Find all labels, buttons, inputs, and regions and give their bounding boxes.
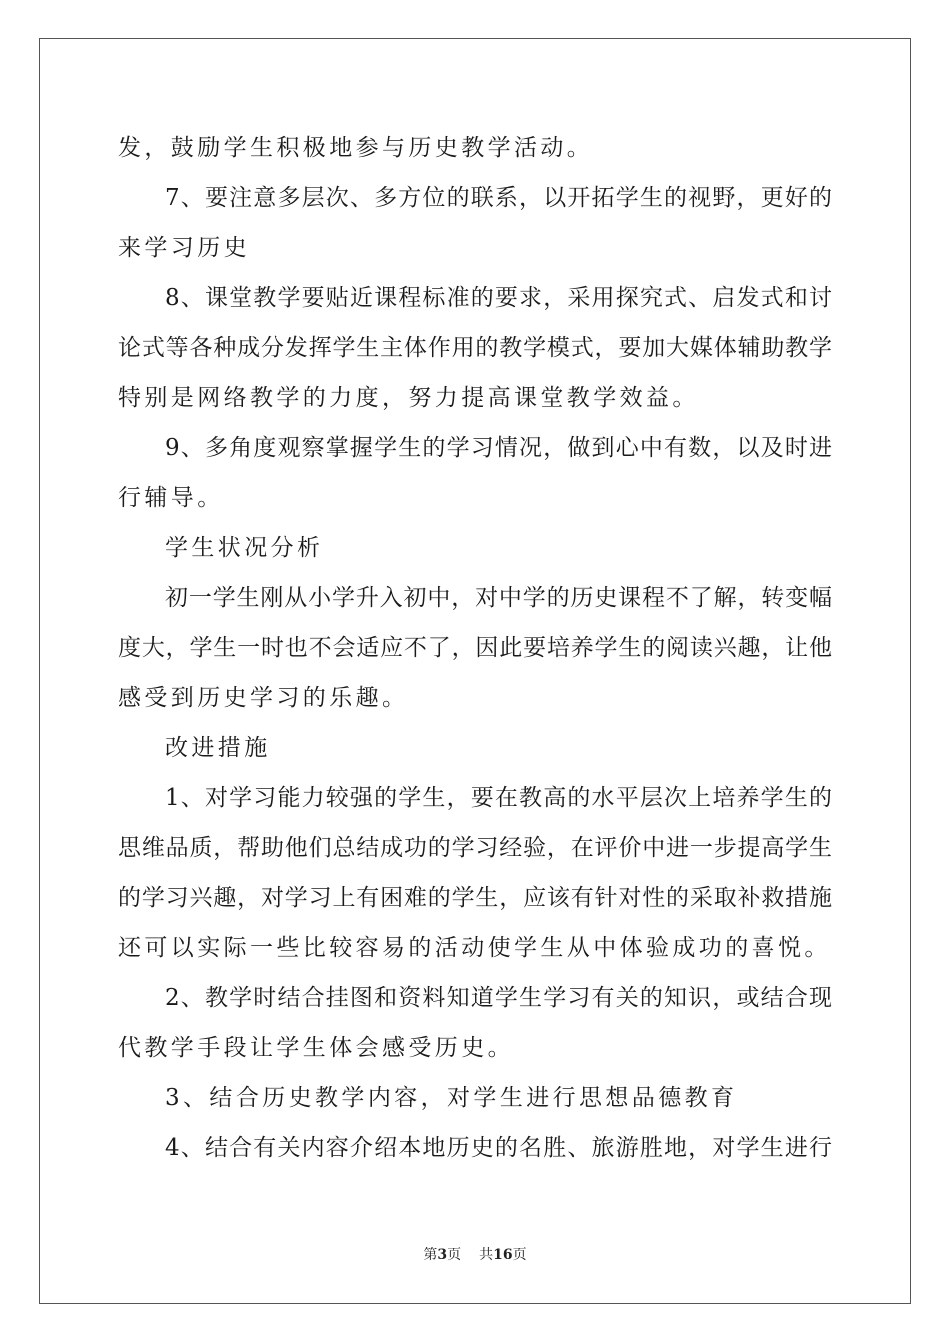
footer-page-unit: 页 (447, 1247, 462, 1263)
footer-total-unit: 页 (512, 1247, 527, 1263)
section-heading: 学生状况分析 (165, 535, 324, 561)
text-line: 论式等各种成分发挥学生主体作用的教学模式，要加大媒体辅助教学 (118, 335, 832, 361)
footer-page-number: 3 (437, 1247, 448, 1263)
text-line: 来学习历史 (118, 235, 250, 261)
text-line: 7、要注意多层次、多方位的联系，以开拓学生的视野，更好的 (165, 185, 832, 211)
text-line: 8、课堂教学要贴近课程标准的要求，采用探究式、启发式和讨 (165, 285, 832, 311)
text-line: 发，鼓励学生积极地参与历史教学活动。 (118, 135, 594, 161)
page-footer (0, 1245, 950, 1265)
text-line: 3、结合历史教学内容，对学生进行思想品德教育 (165, 1085, 738, 1111)
text-line: 4、结合有关内容介绍本地历史的名胜、旅游胜地，对学生进行 (165, 1135, 832, 1161)
text-line: 1、对学习能力较强的学生，要在教高的水平层次上培养学生的 (165, 785, 832, 811)
text-line: 初一学生刚从小学升入初中，对中学的历史课程不了解，转变幅 (165, 585, 832, 611)
footer-page-prefix: 第 (423, 1247, 438, 1263)
text-line: 的学习兴趣，对学习上有困难的学生，应该有针对性的采取补救措施 (118, 885, 832, 911)
text-line: 思维品质，帮助他们总结成功的学习经验，在评价中进一步提高学生 (118, 835, 832, 861)
footer-total-pages: 16 (493, 1247, 513, 1263)
text-line: 行辅导。 (118, 485, 224, 511)
text-line: 还可以实际一些比较容易的活动使学生从中体验成功的喜悦。 (118, 935, 831, 961)
section-heading: 改进措施 (165, 735, 271, 761)
text-line: 特别是网络教学的力度，努力提高课堂教学效益。 (118, 385, 699, 411)
text-line: 度大，学生一时也不会适应不了，因此要培养学生的阅读兴趣，让他 (118, 635, 832, 661)
text-line: 2、教学时结合挂图和资料知道学生学习有关的知识，或结合现 (165, 985, 832, 1011)
text-line: 9、多角度观察掌握学生的学习情况，做到心中有数，以及时进 (165, 435, 832, 461)
footer-total-prefix: 共 (479, 1247, 494, 1263)
text-line: 代教学手段让学生体会感受历史。 (118, 1035, 514, 1061)
text-line: 感受到历史学习的乐趣。 (118, 685, 409, 711)
